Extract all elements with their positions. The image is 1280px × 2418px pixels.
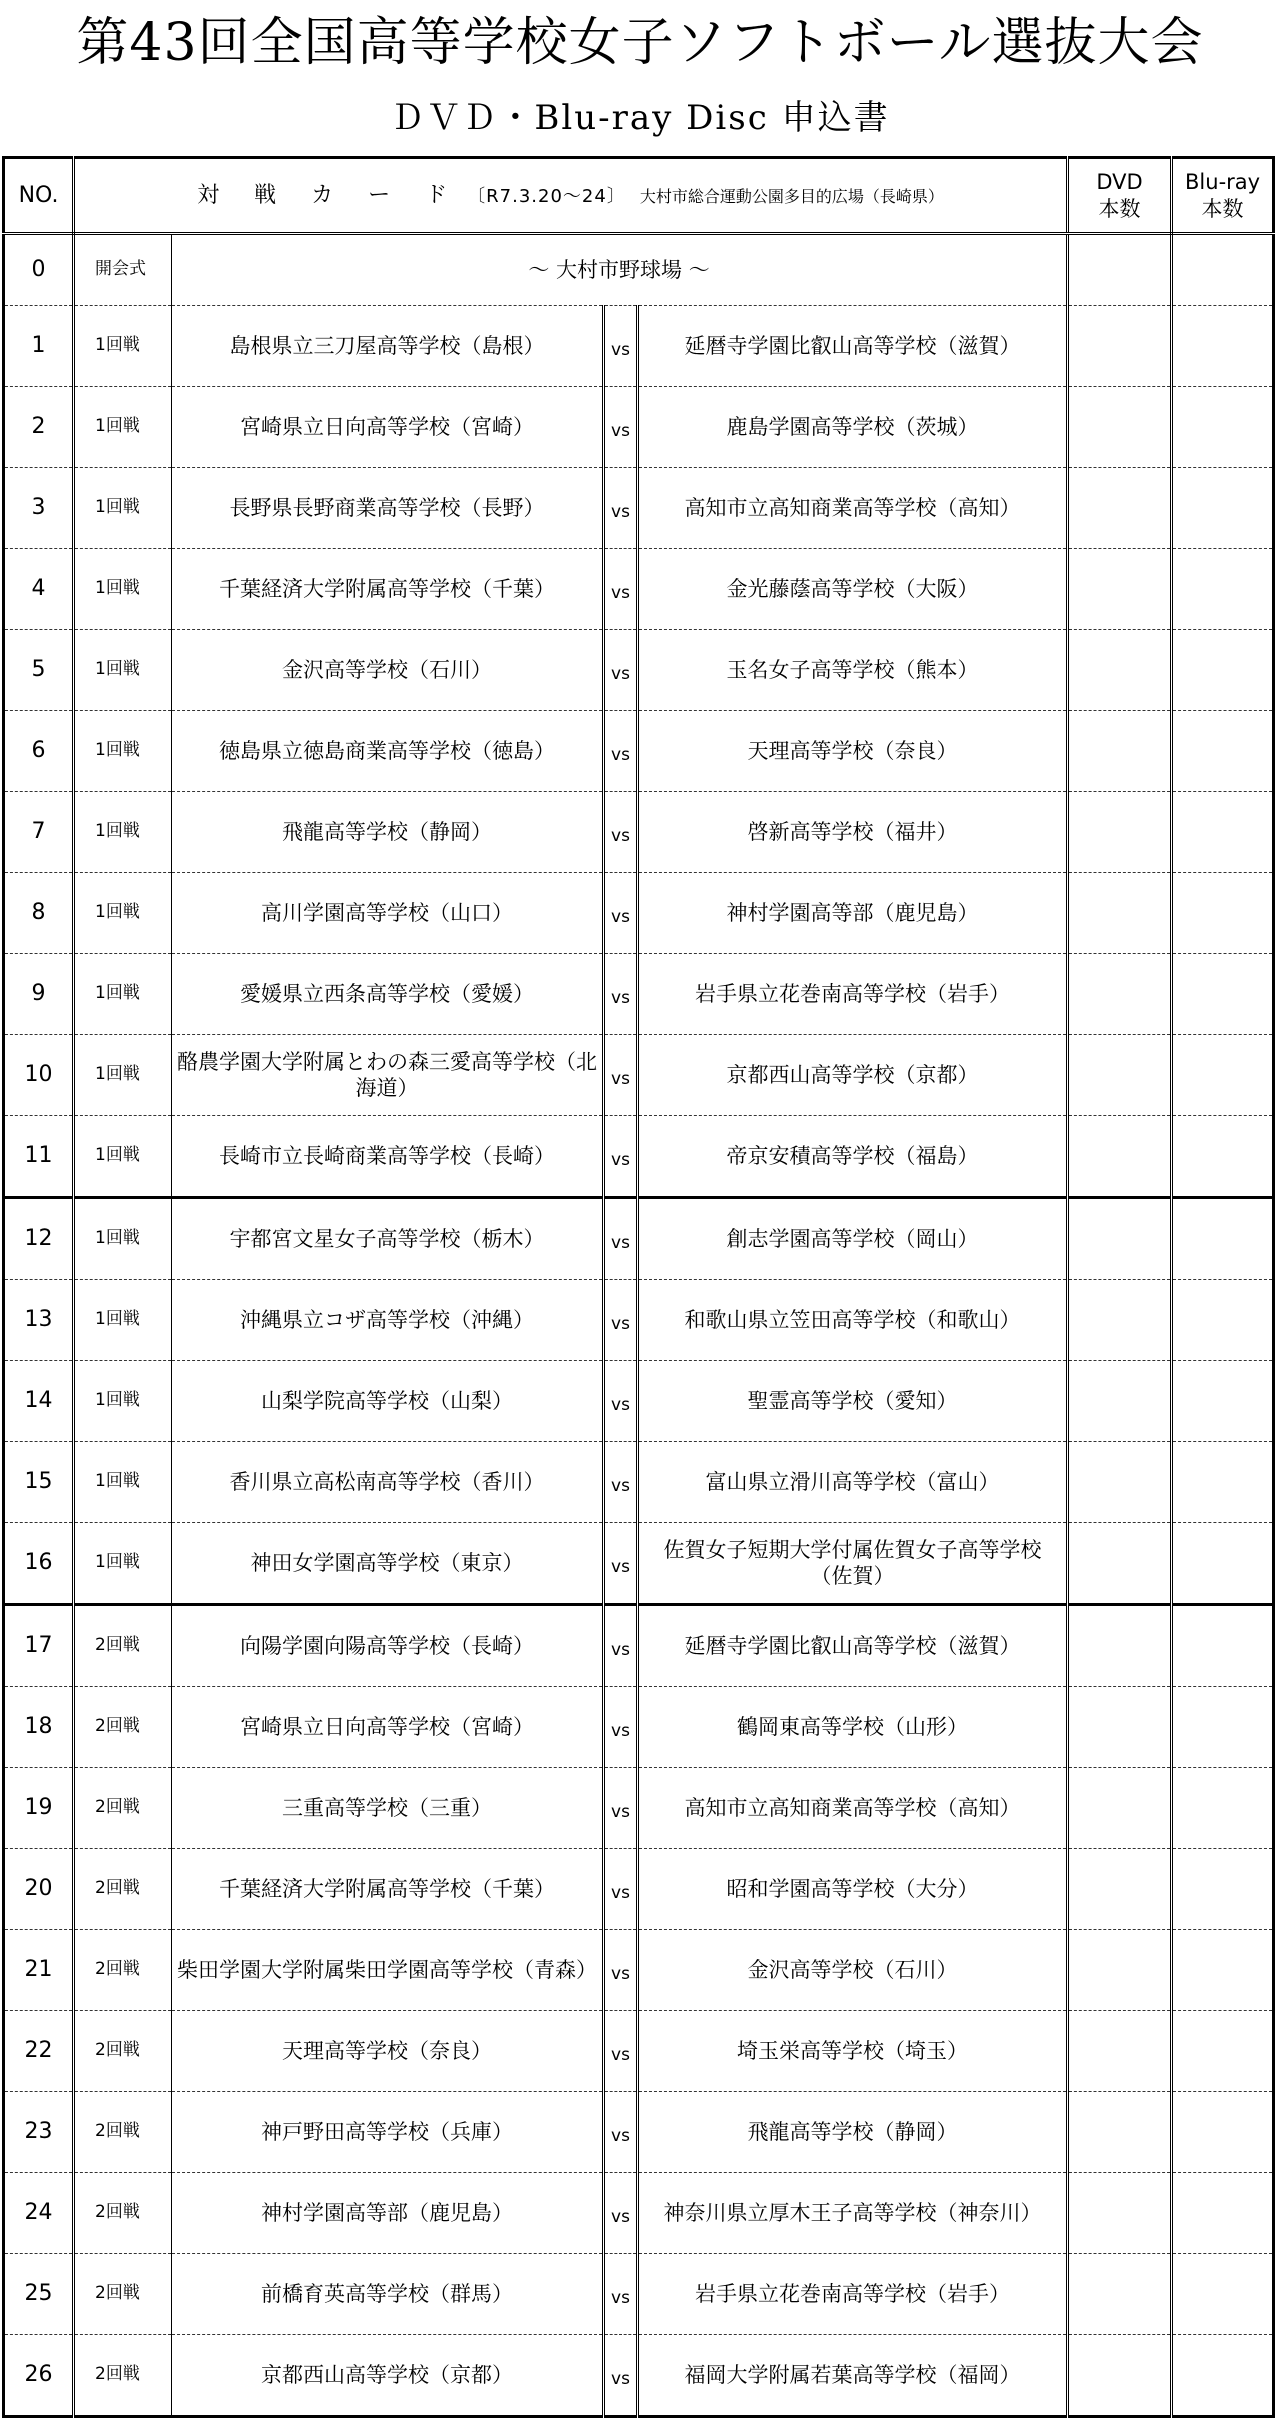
match-row: [4, 1361, 1274, 1442]
vs-label: vs: [604, 1687, 638, 1768]
team-b: 金沢高等学校（石川）: [638, 1930, 1068, 2011]
team-b: 帝京安積高等学校（福島）: [638, 1116, 1068, 1198]
bluray-qty-cell[interactable]: [1172, 1523, 1274, 1605]
team-a: 沖縄県立コザ高等学校（沖縄）: [172, 1280, 604, 1361]
bluray-qty-cell[interactable]: [1172, 306, 1274, 387]
dvd-qty-cell[interactable]: [1068, 549, 1172, 630]
round-label: 2回戦: [74, 1930, 172, 2011]
dvd-qty-cell[interactable]: [1068, 1930, 1172, 2011]
vs-label: vs: [604, 1605, 638, 1687]
match-row: [4, 468, 1274, 549]
header-venue: 大村市総合運動公園多目的広場（長崎県）: [639, 186, 944, 206]
row-number: 3: [4, 468, 74, 549]
team-a: 天理高等学校（奈良）: [172, 2011, 604, 2092]
row-number: 15: [4, 1442, 74, 1523]
team-b: 鹿島学園高等学校（茨城）: [638, 387, 1068, 468]
row-number: 12: [4, 1198, 74, 1280]
row-number: 7: [4, 792, 74, 873]
header-dvd-qty: [1068, 158, 1172, 234]
dvd-qty-cell[interactable]: [1068, 1768, 1172, 1849]
row-number: 14: [4, 1361, 74, 1442]
vs-label: vs: [604, 792, 638, 873]
round-label: 2回戦: [74, 2173, 172, 2254]
team-a: 神村学園高等部（鹿児島）: [172, 2173, 604, 2254]
bluray-qty-cell[interactable]: [1172, 234, 1274, 306]
team-b: 富山県立滑川高等学校（富山）: [638, 1442, 1068, 1523]
bluray-qty-cell[interactable]: [1172, 1768, 1274, 1849]
vs-label: vs: [604, 1116, 638, 1198]
round-label: 2回戦: [74, 1849, 172, 1930]
team-b: 埼玉栄高等学校（埼玉）: [638, 2011, 1068, 2092]
bluray-qty-cell[interactable]: [1172, 2335, 1274, 2417]
bluray-qty-cell[interactable]: [1172, 2173, 1274, 2254]
team-b: 神奈川県立厚木王子高等学校（神奈川）: [638, 2173, 1068, 2254]
team-b: 昭和学園高等学校（大分）: [638, 1849, 1068, 1930]
team-a: 長野県長野商業高等学校（長野）: [172, 468, 604, 549]
bluray-qty-cell[interactable]: [1172, 1361, 1274, 1442]
header-dates: 〔R7.3.20〜24〕: [467, 185, 626, 207]
team-a: 山梨学院高等学校（山梨）: [172, 1361, 604, 1442]
team-a: 宇都宮文星女子高等学校（栃木）: [172, 1198, 604, 1280]
vs-label: vs: [604, 1198, 638, 1280]
dvd-qty-cell[interactable]: [1068, 1116, 1172, 1198]
bluray-qty-cell[interactable]: [1172, 549, 1274, 630]
header-no: NO.: [4, 158, 74, 234]
bluray-qty-cell[interactable]: [1172, 630, 1274, 711]
header-dvd-label: DVD: [1096, 170, 1143, 195]
bluray-qty-cell[interactable]: [1172, 873, 1274, 954]
row-number: 19: [4, 1768, 74, 1849]
round-label: 1回戦: [74, 873, 172, 954]
page-title: 第43回全国高等学校女子ソフトボール選抜大会: [76, 13, 1204, 73]
row-number: 13: [4, 1280, 74, 1361]
bluray-qty-cell[interactable]: [1172, 1605, 1274, 1687]
dvd-qty-cell[interactable]: [1068, 1523, 1172, 1605]
header-bluray-label: Blu-ray: [1185, 170, 1261, 195]
round-label: 2回戦: [74, 1768, 172, 1849]
bluray-qty-cell[interactable]: [1172, 1687, 1274, 1768]
match-row: [4, 2173, 1274, 2254]
team-b: 延暦寺学園比叡山高等学校（滋賀）: [638, 1605, 1068, 1687]
match-row: [4, 2254, 1274, 2335]
match-row: [4, 1930, 1274, 2011]
team-a: 徳島県立徳島商業高等学校（徳島）: [172, 711, 604, 792]
row-number: 0: [4, 234, 74, 306]
round-label: 1回戦: [74, 1361, 172, 1442]
dvd-qty-cell[interactable]: [1068, 954, 1172, 1035]
round-label: 1回戦: [74, 468, 172, 549]
page-subtitle: ＤＶＤ・Blu-ray Disc 申込書: [390, 98, 890, 138]
team-a: 千葉経済大学附属高等学校（千葉）: [172, 549, 604, 630]
bluray-qty-cell[interactable]: [1172, 954, 1274, 1035]
bluray-qty-cell[interactable]: [1172, 2092, 1274, 2173]
match-row: [4, 630, 1274, 711]
bluray-qty-cell[interactable]: [1172, 468, 1274, 549]
match-row: [4, 1198, 1274, 1280]
header-card-label: 対 戦 カ ー ド: [197, 182, 462, 208]
round-label: 1回戦: [74, 630, 172, 711]
team-a: 神田女学園高等学校（東京）: [172, 1523, 604, 1605]
match-row: [4, 1523, 1274, 1605]
match-row: [4, 873, 1274, 954]
dvd-qty-cell[interactable]: [1068, 1687, 1172, 1768]
round-label: 1回戦: [74, 1035, 172, 1116]
match-row: [4, 1035, 1274, 1116]
team-b: 岩手県立花巻南高等学校（岩手）: [638, 954, 1068, 1035]
dvd-qty-cell[interactable]: [1068, 387, 1172, 468]
row-number: 11: [4, 1116, 74, 1198]
bluray-qty-cell[interactable]: [1172, 1116, 1274, 1198]
match-row: [4, 954, 1274, 1035]
opening-venue: 〜 大村市野球場 〜: [172, 234, 1068, 306]
round-label: 2回戦: [74, 1687, 172, 1768]
vs-label: vs: [604, 387, 638, 468]
match-row: [4, 1280, 1274, 1361]
team-b: 和歌山県立笠田高等学校（和歌山）: [638, 1280, 1068, 1361]
dvd-qty-cell[interactable]: [1068, 630, 1172, 711]
vs-label: vs: [604, 468, 638, 549]
team-a: 三重高等学校（三重）: [172, 1768, 604, 1849]
team-a: 高川学園高等学校（山口）: [172, 873, 604, 954]
team-b: 啓新高等学校（福井）: [638, 792, 1068, 873]
match-row: [4, 549, 1274, 630]
team-b: 神村学園高等部（鹿児島）: [638, 873, 1068, 954]
row-number: 26: [4, 2335, 74, 2417]
row-number: 24: [4, 2173, 74, 2254]
team-a: 京都西山高等学校（京都）: [172, 2335, 604, 2417]
bluray-qty-cell[interactable]: [1172, 1198, 1274, 1280]
team-b: 福岡大学附属若葉高等学校（福岡）: [638, 2335, 1068, 2417]
dvd-qty-cell[interactable]: [1068, 2335, 1172, 2417]
team-b: 飛龍高等学校（静岡）: [638, 2092, 1068, 2173]
team-a: 愛媛県立西条高等学校（愛媛）: [172, 954, 604, 1035]
round-label: 1回戦: [74, 954, 172, 1035]
match-row: [4, 1687, 1274, 1768]
opening-ceremony-label: 開会式: [74, 234, 172, 306]
vs-label: vs: [604, 2092, 638, 2173]
vs-label: vs: [604, 1523, 638, 1605]
row-number: 1: [4, 306, 74, 387]
team-a: 長崎市立長崎商業高等学校（長崎）: [172, 1116, 604, 1198]
vs-label: vs: [604, 1768, 638, 1849]
team-a: 神戸野田高等学校（兵庫）: [172, 2092, 604, 2173]
vs-label: vs: [604, 2173, 638, 2254]
vs-label: vs: [604, 873, 638, 954]
vs-label: vs: [604, 630, 638, 711]
team-b: 聖霊高等学校（愛知）: [638, 1361, 1068, 1442]
row-number: 20: [4, 1849, 74, 1930]
vs-label: vs: [604, 1930, 638, 2011]
round-label: 1回戦: [74, 549, 172, 630]
header-bluray-qty: [1172, 158, 1274, 234]
row-number: 9: [4, 954, 74, 1035]
team-b: 創志学園高等学校（岡山）: [638, 1198, 1068, 1280]
round-label: 1回戦: [74, 387, 172, 468]
row-number: 17: [4, 1605, 74, 1687]
bluray-qty-cell[interactable]: [1172, 2011, 1274, 2092]
match-row: [4, 306, 1274, 387]
dvd-qty-cell[interactable]: [1068, 873, 1172, 954]
round-label: 1回戦: [74, 1442, 172, 1523]
match-row: [4, 1442, 1274, 1523]
vs-label: vs: [604, 2254, 638, 2335]
row-number: 6: [4, 711, 74, 792]
dvd-qty-cell[interactable]: [1068, 711, 1172, 792]
vs-label: vs: [604, 1280, 638, 1361]
dvd-qty-cell[interactable]: [1068, 2011, 1172, 2092]
vs-label: vs: [604, 1442, 638, 1523]
dvd-qty-cell[interactable]: [1068, 1035, 1172, 1116]
round-label: 1回戦: [74, 1198, 172, 1280]
match-row: [4, 1849, 1274, 1930]
bluray-qty-cell[interactable]: [1172, 1280, 1274, 1361]
round-label: 2回戦: [74, 2011, 172, 2092]
opening-row: [4, 234, 1274, 306]
vs-label: vs: [604, 549, 638, 630]
team-a: 千葉経済大学附属高等学校（千葉）: [172, 1849, 604, 1930]
header-bluray-unit: 本数: [1201, 196, 1244, 221]
team-b: 玉名女子高等学校（熊本）: [638, 630, 1068, 711]
row-number: 22: [4, 2011, 74, 2092]
dvd-qty-cell[interactable]: [1068, 1605, 1172, 1687]
row-number: 10: [4, 1035, 74, 1116]
table-body: [4, 158, 1274, 2417]
match-row: [4, 2011, 1274, 2092]
match-row: [4, 1605, 1274, 1687]
dvd-qty-cell[interactable]: [1068, 2173, 1172, 2254]
round-label: 1回戦: [74, 1523, 172, 1605]
row-number: 18: [4, 1687, 74, 1768]
round-label: 2回戦: [74, 2335, 172, 2417]
bluray-qty-cell[interactable]: [1172, 792, 1274, 873]
team-b: 高知市立高知商業高等学校（高知）: [638, 1768, 1068, 1849]
team-a: 金沢高等学校（石川）: [172, 630, 604, 711]
vs-label: vs: [604, 2011, 638, 2092]
bluray-qty-cell[interactable]: [1172, 387, 1274, 468]
dvd-qty-cell[interactable]: [1068, 2254, 1172, 2335]
dvd-qty-cell[interactable]: [1068, 234, 1172, 306]
dvd-qty-cell[interactable]: [1068, 1442, 1172, 1523]
team-a: 宮崎県立日向高等学校（宮崎）: [172, 1687, 604, 1768]
row-number: 4: [4, 549, 74, 630]
bluray-qty-cell[interactable]: [1172, 1442, 1274, 1523]
round-label: 2回戦: [74, 2254, 172, 2335]
team-a: 酪農学園大学附属とわの森三愛高等学校（北海道）: [172, 1035, 604, 1116]
match-row: [4, 711, 1274, 792]
row-number: 5: [4, 630, 74, 711]
team-a: 香川県立高松南高等学校（香川）: [172, 1442, 604, 1523]
header-match-card: [74, 158, 1068, 234]
round-label: 2回戦: [74, 2092, 172, 2173]
row-number: 2: [4, 387, 74, 468]
order-table: [2, 156, 1275, 2418]
vs-label: vs: [604, 954, 638, 1035]
match-row: [4, 792, 1274, 873]
match-row: [4, 387, 1274, 468]
team-b: 金光藤蔭高等学校（大阪）: [638, 549, 1068, 630]
team-b: 鶴岡東高等学校（山形）: [638, 1687, 1068, 1768]
team-a: 向陽学園向陽高等学校（長崎）: [172, 1605, 604, 1687]
vs-label: vs: [604, 1035, 638, 1116]
match-row: [4, 2335, 1274, 2417]
round-label: 1回戦: [74, 1280, 172, 1361]
dvd-qty-cell[interactable]: [1068, 2092, 1172, 2173]
bluray-qty-cell[interactable]: [1172, 2254, 1274, 2335]
vs-label: vs: [604, 711, 638, 792]
bluray-qty-cell[interactable]: [1172, 711, 1274, 792]
bluray-qty-cell[interactable]: [1172, 1849, 1274, 1930]
dvd-qty-cell[interactable]: [1068, 1280, 1172, 1361]
vs-label: vs: [604, 1849, 638, 1930]
row-number: 16: [4, 1523, 74, 1605]
vs-label: vs: [604, 2335, 638, 2417]
row-number: 8: [4, 873, 74, 954]
round-label: 1回戦: [74, 1116, 172, 1198]
team-b: 岩手県立花巻南高等学校（岩手）: [638, 2254, 1068, 2335]
team-a: 島根県立三刀屋高等学校（島根）: [172, 306, 604, 387]
round-label: 1回戦: [74, 306, 172, 387]
dvd-qty-cell[interactable]: [1068, 306, 1172, 387]
team-a: 宮崎県立日向高等学校（宮崎）: [172, 387, 604, 468]
dvd-qty-cell[interactable]: [1068, 792, 1172, 873]
vs-label: vs: [604, 306, 638, 387]
team-b: 京都西山高等学校（京都）: [638, 1035, 1068, 1116]
bluray-qty-cell[interactable]: [1172, 1930, 1274, 2011]
bluray-qty-cell[interactable]: [1172, 1035, 1274, 1116]
vs-label: vs: [604, 1361, 638, 1442]
round-label: 1回戦: [74, 711, 172, 792]
team-b: 佐賀女子短期大学付属佐賀女子高等学校（佐賀）: [638, 1523, 1068, 1605]
match-row: [4, 1768, 1274, 1849]
row-number: 23: [4, 2092, 74, 2173]
dvd-qty-cell[interactable]: [1068, 1361, 1172, 1442]
dvd-qty-cell[interactable]: [1068, 1849, 1172, 1930]
round-label: 2回戦: [74, 1605, 172, 1687]
team-b: 天理高等学校（奈良）: [638, 711, 1068, 792]
dvd-qty-cell[interactable]: [1068, 468, 1172, 549]
header-row: [4, 158, 1274, 234]
team-a: 前橋育英高等学校（群馬）: [172, 2254, 604, 2335]
team-a: 飛龍高等学校（静岡）: [172, 792, 604, 873]
team-b: 延暦寺学園比叡山高等学校（滋賀）: [638, 306, 1068, 387]
team-a: 柴田学園大学附属柴田学園高等学校（青森）: [172, 1930, 604, 2011]
row-number: 25: [4, 2254, 74, 2335]
row-number: 21: [4, 1930, 74, 2011]
header-dvd-unit: 本数: [1098, 196, 1141, 221]
dvd-qty-cell[interactable]: [1068, 1198, 1172, 1280]
round-label: 1回戦: [74, 792, 172, 873]
team-b: 高知市立高知商業高等学校（高知）: [638, 468, 1068, 549]
match-row: [4, 2092, 1274, 2173]
match-row: [4, 1116, 1274, 1198]
